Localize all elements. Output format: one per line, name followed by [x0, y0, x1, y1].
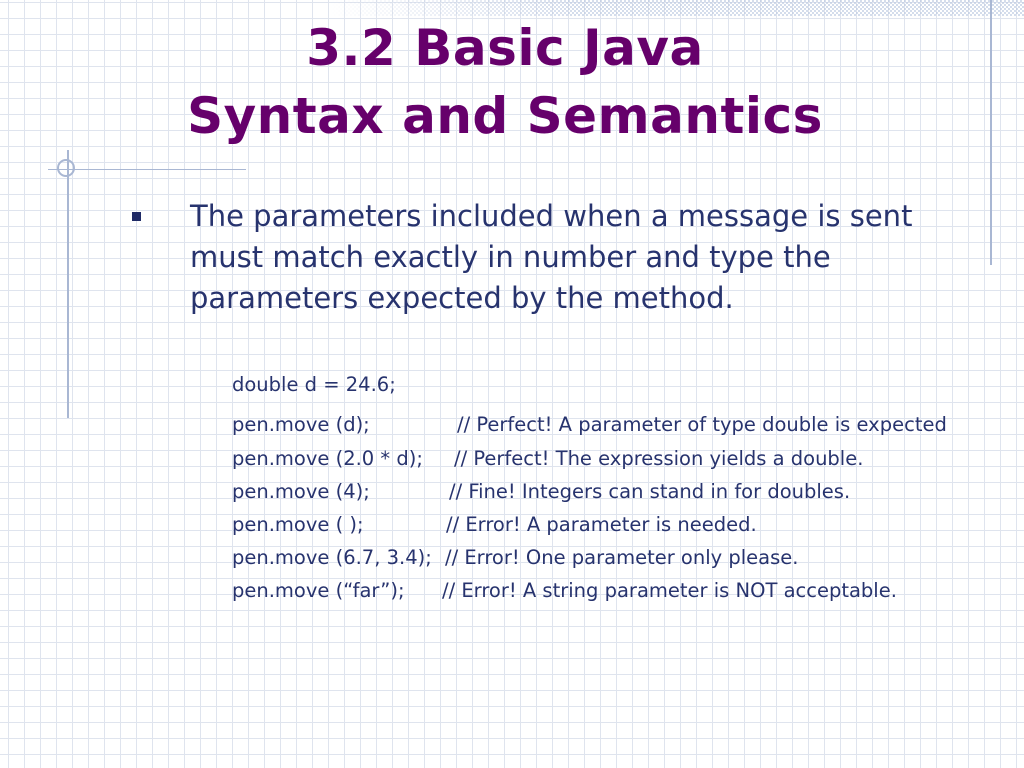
- code-statement: pen.move (4);: [232, 480, 370, 503]
- title-line-2: Syntax and Semantics: [187, 87, 823, 145]
- code-statement: pen.move (2.0 * d);: [232, 447, 423, 470]
- slide-title: [0, 14, 1010, 150]
- code-example-row: [232, 447, 864, 471]
- decorative-horizontal-rule: [48, 169, 246, 170]
- bullet-paragraph: [190, 196, 970, 319]
- decorative-left-rule: [67, 150, 69, 418]
- code-statement: pen.move ( );: [232, 513, 364, 536]
- code-comment: // Error! A string parameter is NOT acceptable.: [442, 579, 897, 602]
- bullet-line: parameters expected by the method.: [190, 281, 734, 315]
- code-statement: pen.move (d);: [232, 413, 370, 436]
- code-declaration: double d = 24.6;: [232, 373, 396, 396]
- code-statement: pen.move (6.7, 3.4);: [232, 546, 432, 569]
- code-example-row: [232, 513, 757, 537]
- code-example-row: [232, 546, 799, 570]
- code-example-row: [232, 480, 851, 504]
- code-comment: // Error! One parameter only please.: [445, 546, 799, 569]
- decorative-ring-icon: [57, 159, 75, 177]
- code-comment: // Perfect! The expression yields a double.: [454, 447, 864, 470]
- code-example-row: [232, 413, 947, 437]
- code-statement: pen.move (“far”);: [232, 579, 405, 602]
- bullet-line: must match exactly in number and type the: [190, 240, 831, 274]
- code-comment: // Fine! Integers can stand in for doubles.: [449, 480, 851, 503]
- code-comment: // Perfect! A parameter of type double is expected: [457, 413, 947, 436]
- code-example-row: [232, 579, 897, 603]
- bullet-line: The parameters included when a message is sent: [190, 199, 913, 233]
- title-line-1: 3.2 Basic Java: [306, 19, 704, 77]
- code-comment: // Error! A parameter is needed.: [446, 513, 757, 536]
- square-bullet-icon: [132, 212, 141, 221]
